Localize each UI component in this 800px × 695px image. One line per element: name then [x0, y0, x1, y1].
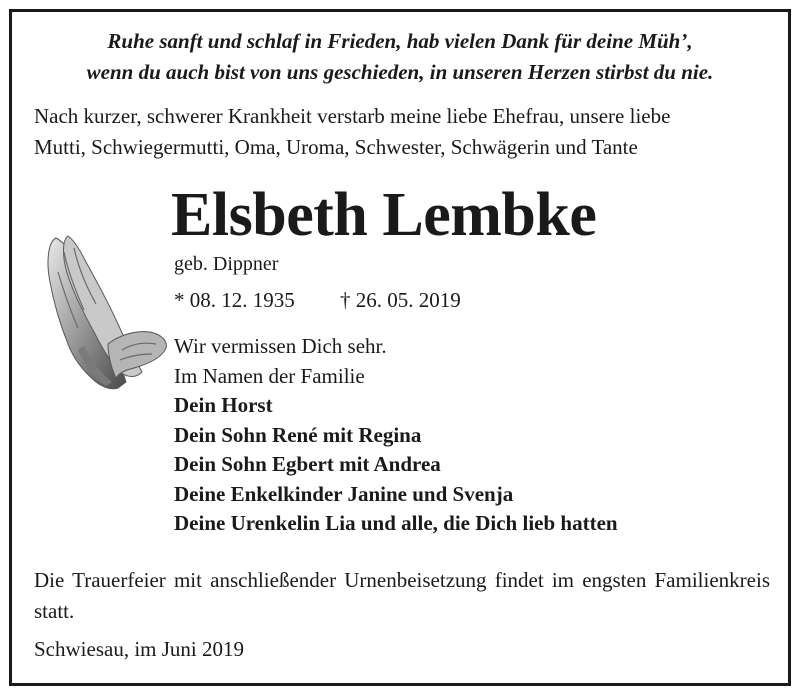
birth-date: * 08. 12. 1935: [174, 288, 295, 312]
verse-line-2: wenn du auch bist von uns geschieden, in unseren Herzen stirbst du nie.: [86, 60, 714, 84]
announcement-text: [34, 101, 774, 163]
ceremony-notice: Die Trauerfeier mit anschließender Urnenbeisetzung findet im engsten Familienkreis statt.: [34, 568, 770, 623]
family-member: Deine Urenkelin Lia und alle, die Dich lieb hatten: [174, 511, 618, 535]
birth-name: geb. Dippner: [174, 253, 279, 275]
life-dates: [174, 288, 461, 312]
family-member: Dein Sohn René mit Regina: [174, 422, 422, 447]
family-line-2: Im Namen der Familie: [174, 363, 365, 388]
family-member: Dein Sohn Egbert mit Andrea: [174, 452, 441, 476]
death-date: † 26. 05. 2019: [340, 288, 461, 312]
announcement-line-2: Mutti, Schwiegermutti, Oma, Uroma, Schwester, Schwägerin und Tante: [34, 135, 638, 159]
announcement-line-1: Nach kurzer, schwerer Krankheit verstarb meine liebe Ehefrau, unsere liebe: [34, 104, 671, 128]
obituary-frame: [9, 9, 791, 686]
family-member: Deine Enkelkinder Janine und Svenja: [174, 481, 514, 506]
family-signatures: [174, 332, 618, 539]
deceased-name: Elsbeth Lembke: [171, 181, 597, 249]
verse-line-1: Ruhe sanft und schlaf in Frieden, hab vielen Dank für deine Müh’,: [107, 29, 693, 53]
place-and-date: Schwiesau, im Juni 2019: [34, 637, 244, 661]
family-member: Dein Horst: [174, 393, 273, 417]
memorial-verse: [12, 26, 788, 88]
family-line-1: Wir vermissen Dich sehr.: [174, 334, 387, 358]
praying-hands-icon: [38, 232, 170, 394]
